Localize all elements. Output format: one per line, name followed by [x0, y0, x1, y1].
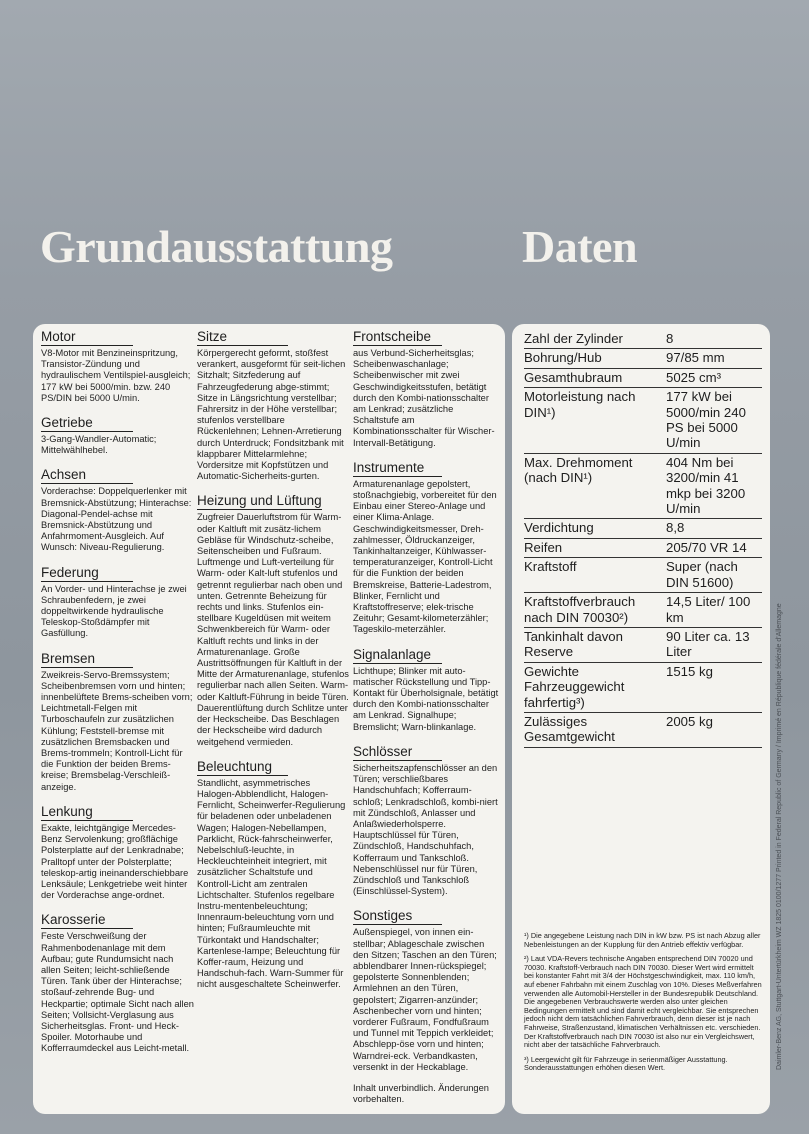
spec-row — [524, 330, 762, 349]
specs-table — [524, 330, 762, 748]
spec-value: 97/85 mm — [662, 349, 762, 368]
footnotes — [524, 932, 764, 1079]
section-text: Sicherheitszapfenschlösser an den Türen; verschließbares Handschuhfach; Kofferraum-schloß; Lenkradschloß, kombi-niert mit Zündschloß, Anlasser und Anlaßwiederholsperre. Hauptschlüssel für Türen, Zündschloß, Handschuhfach, Kofferraum und Tankschloß. Nebenschlüssel nur für Türen, Zündschloß und Tankschloß (Einschlüssel-System). — [353, 762, 498, 897]
section-text: An Vorder- und Hinterachse je zwei Schraubenfedern, je zwei doppeltwirkende hydraulische Teleskop-Stoßdämpfer mit Gasfüllung. — [41, 583, 187, 639]
footnote: ¹) Die angegebene Leistung nach DIN in kW bzw. PS ist nach Abzug aller Nebenleistungen an der Kupplung für den Antrieb effektiv verfügbar. — [524, 931, 761, 949]
spec-value: 404 Nm bei 3200/min 41 mkp bei 3200 U/min — [662, 453, 762, 519]
spec-label: Max. Drehmoment (nach DIN¹) — [524, 453, 662, 519]
section-text: 3-Gang-Wandler-Automatic; Mittelwählhebel. — [41, 434, 157, 456]
spec-label: Tankinhalt davon Reserve — [524, 627, 662, 662]
section — [197, 758, 349, 991]
section — [197, 328, 349, 482]
title-daten: Daten — [522, 221, 638, 272]
section-heading: Beleuchtung — [197, 759, 288, 776]
section-heading: Sonstiges — [353, 908, 442, 925]
section — [197, 492, 349, 747]
spec-label: Zulässiges Gesamtgewicht — [524, 712, 662, 747]
section-heading: Getriebe — [41, 415, 133, 432]
imprint-text: Daimler-Benz AG, Stuttgart-Untertürkheim WZ 1825 0100/1277 Printed in Federal Republic of Germany / Imprimé en République fédérale d'Allemagne — [776, 603, 783, 1070]
section — [41, 414, 195, 456]
section-text: aus Verbund-Sicherheitsglas; Scheibenwaschanlage; Scheibenwischer mit zwei Geschwindigkeitsstufen, betätigt durch den Kombi-nationsschalter am Lenkrad; zusätzliche Schaltstufe am Kombinationsschalter für Wischer-Intervall-Betätigung. — [353, 348, 495, 448]
section-heading: Frontscheibe — [353, 329, 442, 346]
spec-row — [524, 388, 762, 454]
section-text: Inhalt unverbindlich. Änderungen vorbehalten. — [353, 1082, 489, 1105]
spec-value: 5025 cm³ — [662, 368, 762, 387]
section-text: Körpergerecht geformt, stoßfest verankert, ausgeformt für seit-lichen Sitzhalt; Sitzfederung auf Fahrzeugfederung abge-stimmt; Sitze in Längsrichtung verstellbar; Fahrersitz in der Höhe verstellbar; stufenlos verstellbare Rückenlehnen; Lehnen-Arretierung durch Unterdruck; Fondsitzbank mit klappbarer Mittelarmlehne; Vordersitze mit Kopfstützen und Automatic-Sicherheits-gurten. — [197, 348, 346, 482]
section — [41, 328, 195, 404]
spec-label: Gesamthubraum — [524, 368, 662, 387]
spec-value: 1515 kg — [662, 662, 762, 712]
section-heading: Instrumente — [353, 460, 442, 477]
spec-row — [524, 453, 762, 519]
equipment-panel — [33, 324, 505, 1114]
section-heading: Bremsen — [41, 651, 133, 668]
spec-row — [524, 558, 762, 593]
spec-row — [524, 627, 762, 662]
section — [41, 911, 195, 1054]
section — [41, 650, 195, 793]
spec-label: Reifen — [524, 538, 662, 557]
spec-label: Motorleistung nach DIN¹) — [524, 388, 662, 454]
footnote: ³) Leergewicht gilt für Fahrzeuge in serienmäßiger Ausstattung. Sonderausstattungen erhöhen diesen Wert. — [524, 1054, 728, 1073]
section-heading: Sitze — [197, 329, 288, 346]
equipment-column-1 — [41, 328, 195, 1065]
spec-value: 8,8 — [662, 519, 762, 538]
spec-row — [524, 519, 762, 538]
section-heading: Signalanlage — [353, 647, 442, 664]
section — [41, 564, 195, 640]
spec-label: Kraftstoff — [524, 558, 662, 593]
section-text: Armaturenanlage gepolstert, stoßnachgiebig, vorbereitet für den Einbau einer Stereo-Anlage und einer Klima-Anlage. Geschwindigkeitsmesser, Dreh-zahlmesser, Öldruckanzeiger, Tankinhaltanzeiger, Kühlwasser-temperaturanzeiger, Kontroll-Licht für die Funktion der beiden Bremskreise, Batterie-Ladestrom, Blinker, Fernlicht und Kraftstoffreserve; elek-trische Zeituhr; Gesamt-kilometerzähler; Tageskilo-meterzähler. — [353, 478, 497, 635]
section — [353, 907, 501, 1073]
spec-label: Gewichte Fahrzeuggewicht fahrfertig³) — [524, 662, 662, 712]
section-text: Vorderachse: Doppelquerlenker mit Bremsnick-Abstützung; Hinterachse: Diagonal-Pendel-achse mit Bremsnick-Abstützung und Anfahrmoment-Ausgleich. Auf Wunsch: Niveau-Regulierung. — [41, 486, 192, 553]
spec-value: 8 — [662, 330, 762, 349]
equipment-column-2 — [197, 328, 349, 1001]
section — [41, 803, 195, 901]
spec-row — [524, 538, 762, 557]
section-text: Feste Verschweißung der Rahmenbodenanlage mit dem Aufbau; gute Rundumsicht nach allen Seiten; leicht-schließende Türen. Tank über der Hinterachse; stoßauf-zehrende Bug- und Heckpartie; optimale Sicht nach allen Seiten; Vollsicht-Verglasung aus Sicherheitsglas. Front- und Heck-Spoiler. Motorhaube und Kofferraumdeckel aus Leicht-metall. — [41, 931, 194, 1054]
section-heading: Achsen — [41, 467, 133, 484]
section — [353, 1083, 501, 1105]
spec-value: 90 Liter ca. 13 Liter — [662, 627, 762, 662]
section — [41, 466, 195, 553]
spec-row — [524, 662, 762, 712]
section-text: Standlicht, asymmetrisches Halogen-Abblendlicht, Halogen-Fernlicht, Scheinwerfer-Regulierung für beladenen oder unbeladenen Wagen; Halogen-Nebellampen, Parklicht, Rück-fahrscheinwerfer, Nebelschluß-leuchte, in Heckleuchteinheit integriert, mit zusätzlicher Schaltstufe und Kontroll-Licht am zentralen Lichtschalter. Stufenlos regelbare Instru-mentenbeleuchtung; Innenraum-beleuchtung vorn und hinten; Fußraumleuchte mit Türkontakt und Handschalter; Kartenlese-lampe; Beleuchtung für Koffer-raum, Heizung und Handschuh-fach. Warn-Summer für nicht ausgeschaltete Scheinwerfer. — [197, 777, 346, 990]
section-text: Lichthupe; Blinker mit auto-matischer Rückstellung und Tipp-Kontakt für Überholsignale, betätigt durch den Kombi-nationsschalter am Lenkrad. Signalhupe; Bremslicht; Warn-blinkanlage. — [353, 665, 499, 732]
section — [353, 328, 501, 449]
section-text: Außenspiegel, von innen ein-stellbar; Ablageschale zwischen den Sitzen; Taschen an den Türen; abblendbarer Innen-rückspiegel; gepolsterte Sonnenblenden; Armlehnen an den Türen, gepolstert; Zigarren-anzünder; Aschenbecher vorn und hinten; vorderer Fußraum, Fondfußraum und Tunnel mit Teppich verkleidet; Abschlepp-öse vorn und hinten; Warndrei-eck. Verbandkasten, versenkt in der Heckablage. — [353, 927, 497, 1072]
spec-label: Zahl der Zylinder — [524, 330, 662, 349]
spec-label: Verdichtung — [524, 519, 662, 538]
section-heading: Lenkung — [41, 804, 133, 821]
section-heading: Schlösser — [353, 744, 442, 761]
spec-value: Super (nach DIN 51600) — [662, 558, 762, 593]
spec-value: 2005 kg — [662, 712, 762, 747]
section-heading: Heizung und Lüftung — [197, 493, 322, 509]
section-text: Exakte, leichtgängige Mercedes-Benz Servolenkung; großflächige Polsterplatte auf der Lenkradnabe; Pralltopf unter der Polsterplatte; teleskop-artig ineinanderschiebbare Lenksäule; Lenkgetriebe weit hinter der Vorderachse ange-ordnet. — [41, 822, 189, 901]
spec-row — [524, 712, 762, 747]
spec-value: 177 kW bei 5000/min 240 PS bei 5000 U/min — [662, 388, 762, 454]
spec-row — [524, 349, 762, 368]
title-grundausstattung: Grundausstattung — [40, 221, 393, 272]
spec-row — [524, 368, 762, 387]
section-heading: Karosserie — [41, 912, 133, 929]
section-heading: Federung — [41, 565, 133, 582]
footnote: ²) Laut VDA-Revers technische Angaben entsprechend DIN 70020 und 70030. Kraftstoff-Verbrauch nach DIN 70030. Dieser Wert wird ermittelt bei konstanter Fahrt mit 3/4 der Höchstgeschwindigkeit, max. 110 km/h, auf ebener Fahrbahn mit einem Zuschlag von 10%. Dieses Meßverfahren verwenden alle Automobil-Hersteller in der Bundesrepublik Deutschland. Die angegebenen Verbrauchswerte werden also unter gleichen Bedingungen ermittelt und sind damit echt vergleichbar. Sie entsprechen jedoch nicht dem tatsächlichen Fahrverbrauch, denn dieser ist je nach Fahrweise, Straßenzustand, klimatischen Verhältnissen etc. verschieden. Der Kraftstoffverbrauch nach DIN 70030 ist also nur ein Vergleichswert, nicht aber der tatsächliche Fahrverbrauch. — [524, 954, 762, 1050]
section-text: V8-Motor mit Benzineinspritzung, Transistor-Zündung und hydraulischem Ventilspiel-ausgleich; 177 kW bei 5000/min. bzw. 240 PS/DIN bei 5000 U/min. — [41, 348, 191, 403]
data-panel — [512, 324, 770, 1114]
section-text: Zweikreis-Servo-Bremssystem; Scheibenbremsen vorn und hinten; innenbelüftete Brems-scheiben vorn; Leichtmetall-Felgen mit Turboschaufeln zur zusätzlichen Kühlung; Feststell-bremse mit zusätzlichen Bremsbacken und Brems-trommeln; Kontroll-Licht für die Funktion der beiden Brems-kreise; Bremsbelag-Verschleiß-anzeige. — [41, 669, 193, 792]
section — [353, 646, 501, 733]
section-heading: Motor — [41, 329, 133, 346]
spec-row — [524, 593, 762, 628]
spec-value: 14,5 Liter/ 100 km — [662, 593, 762, 628]
spec-label: Bohrung/Hub — [524, 349, 662, 368]
section — [353, 459, 501, 636]
section — [353, 743, 501, 897]
spec-value: 205/70 VR 14 — [662, 538, 762, 557]
equipment-column-3 — [353, 328, 501, 1115]
spec-label: Kraftstoffverbrauch nach DIN 70030²) — [524, 593, 662, 628]
section-text: Zugfreier Dauerluftstrom für Warm- oder Kaltluft mit zusätz-lichem Gebläse für Windschutz-scheibe, Seitenscheiben und Fußraum. Luftmenge und Luft-verteilung für Warm- oder Kalt-luft stufenlos und getrennt regulierbar nach oben und unten. Getrennte Beheizung für rechts und links. Stufenlos ein-stellbare Kugeldüsen mit weitem Schwenkbereich für Warm- oder Kaltluft rechts und links in der Armaturenanlage. Große Austrittsöffnungen für Kaltluft in der Mitte der Armaturenanlage, stufenlos regulierbar nach allen Seiten. Warm- oder Kaltluft-Führung in beide Türen. Dauerentlüftung durch Schlitze unter der Heckscheibe. Das Beschlagen der Heckscheibe wird dadurch weitgehend vermieden. — [197, 512, 349, 747]
